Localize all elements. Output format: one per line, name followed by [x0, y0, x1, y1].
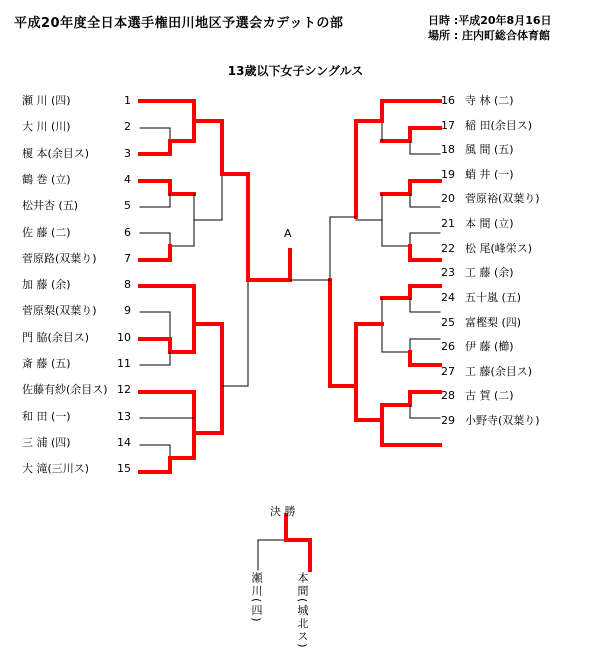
winner-path	[248, 250, 290, 280]
winner-path	[356, 386, 382, 420]
player-name: 本 間 (立)	[465, 217, 514, 231]
bracket-line	[140, 352, 170, 365]
player-name: 工 藤(余目ス)	[465, 364, 533, 378]
winner-path	[140, 392, 194, 433]
bracket-line	[330, 217, 356, 280]
bracket-line	[410, 405, 440, 418]
seed-number: 20	[441, 192, 455, 206]
bracket-line	[140, 312, 170, 339]
player-name: 鶴 巻 (立)	[22, 172, 71, 186]
winner-path	[382, 101, 440, 121]
seed-number: 11	[117, 357, 131, 370]
bracket-line	[140, 445, 170, 458]
bracket-line	[258, 515, 286, 570]
player-name: 三 浦 (四)	[22, 435, 71, 449]
seed-number: 24	[441, 290, 455, 304]
seed-number: 28	[441, 389, 455, 403]
player-name: 工 藤 (余)	[465, 266, 514, 280]
winner-path	[194, 324, 222, 386]
winner-path	[356, 121, 382, 217]
seed-number: 16	[441, 94, 455, 107]
seed-number: 13	[117, 409, 131, 423]
seed-number: 23	[441, 266, 455, 280]
bracket-line	[140, 194, 170, 207]
seed-number: 17	[441, 118, 455, 132]
seed-number: 7	[124, 251, 131, 265]
player-name: 斎 藤 (五)	[22, 357, 71, 370]
seed-number: 21	[441, 217, 455, 231]
seed-number: 12	[117, 383, 131, 397]
player-name: 和 田 (一)	[22, 409, 71, 423]
bracket-line	[140, 128, 170, 154]
winner-path	[410, 246, 440, 260]
center-label: A	[284, 227, 292, 240]
winner-path	[194, 121, 222, 174]
bracket-line	[410, 194, 440, 207]
player-name: 小野寺(双葉り)	[465, 414, 540, 427]
winner-path	[140, 433, 194, 472]
player-name: 松井杏 (五)	[22, 199, 79, 213]
seed-number: 5	[124, 199, 131, 213]
bracket-line	[140, 233, 194, 246]
player-name: 大 川 (川)	[22, 120, 71, 134]
winner-path	[382, 286, 440, 298]
seed-number: 19	[441, 167, 455, 181]
player-name: 松 尾(峰栄ス)	[465, 241, 533, 255]
player-name: 佐藤有紗(余目ス)	[22, 383, 108, 397]
seed-number: 14	[117, 435, 131, 449]
final-player-right: 本間(城北ス)	[296, 572, 309, 650]
seed-number: 9	[124, 304, 131, 318]
winner-path	[410, 352, 440, 365]
player-name: 門 脇(余目ス)	[22, 330, 90, 344]
player-name: 菅原裕(双葉り)	[465, 192, 540, 206]
winner-path	[140, 121, 194, 154]
seed-number: 3	[124, 146, 131, 160]
winner-path	[140, 246, 170, 260]
player-name: 古 賀 (二)	[465, 389, 514, 403]
seed-number: 15	[117, 462, 131, 476]
winner-path	[140, 101, 194, 121]
seed-number: 25	[441, 315, 455, 329]
seed-number: 4	[124, 172, 131, 186]
seed-number: 29	[441, 414, 455, 427]
player-name: 蛸 井 (一)	[465, 167, 514, 181]
seed-number: 6	[124, 225, 131, 239]
player-name: 寺 林 (二)	[465, 94, 514, 107]
player-name: 五十嵐 (五)	[465, 290, 522, 304]
seed-number: 8	[124, 278, 131, 292]
seed-number: 1	[124, 94, 131, 107]
winner-path	[330, 280, 356, 386]
seed-number: 2	[124, 120, 131, 134]
winner-path	[356, 324, 382, 386]
winner-path	[140, 324, 194, 352]
event-date: 日時 :平成20年8月16日	[428, 14, 552, 27]
final-player-left: 瀬川(四)	[250, 572, 263, 624]
bracket-line	[194, 174, 222, 246]
event-venue: 場所 : 庄内町総合体育館	[428, 29, 551, 42]
winner-path	[140, 286, 194, 324]
seed-number: 27	[441, 364, 455, 378]
bracket-line	[222, 280, 248, 386]
seed-number: 18	[441, 143, 455, 157]
player-name: 佐 藤 (二)	[22, 225, 71, 239]
winner-path	[382, 392, 440, 405]
winner-path	[140, 181, 194, 194]
winner-path	[222, 174, 248, 280]
bracket-line	[410, 298, 440, 312]
seed-number: 22	[441, 241, 455, 255]
winner-path	[286, 540, 310, 570]
winner-path	[382, 181, 440, 194]
final-label: 決 勝	[270, 505, 296, 518]
winner-path	[382, 128, 440, 141]
player-name: 菅原梨(双葉り)	[22, 304, 97, 318]
player-name: 加 藤 (余)	[22, 278, 71, 292]
player-name: 風 間 (五)	[465, 143, 514, 157]
bracket-line	[410, 141, 440, 154]
player-name: 瀬 川 (四)	[22, 94, 71, 107]
player-name: 伊 藤 (櫛)	[465, 340, 514, 354]
player-name: 富樫梨 (四)	[465, 315, 522, 329]
player-name: 大 滝(三川ス)	[22, 462, 90, 476]
player-name: 菅原路(双葉り)	[22, 251, 97, 265]
winner-path	[194, 386, 222, 433]
page-title: 平成20年度全日本選手権田川地区予選会カデットの部	[14, 16, 344, 31]
player-name: 榎 本(余目ス)	[22, 146, 90, 160]
seed-number: 10	[117, 330, 131, 344]
seed-number: 26	[441, 340, 455, 354]
category-title: 13歳以下女子シングルス	[227, 64, 364, 78]
player-name: 稲 田(余目ス)	[465, 118, 533, 132]
